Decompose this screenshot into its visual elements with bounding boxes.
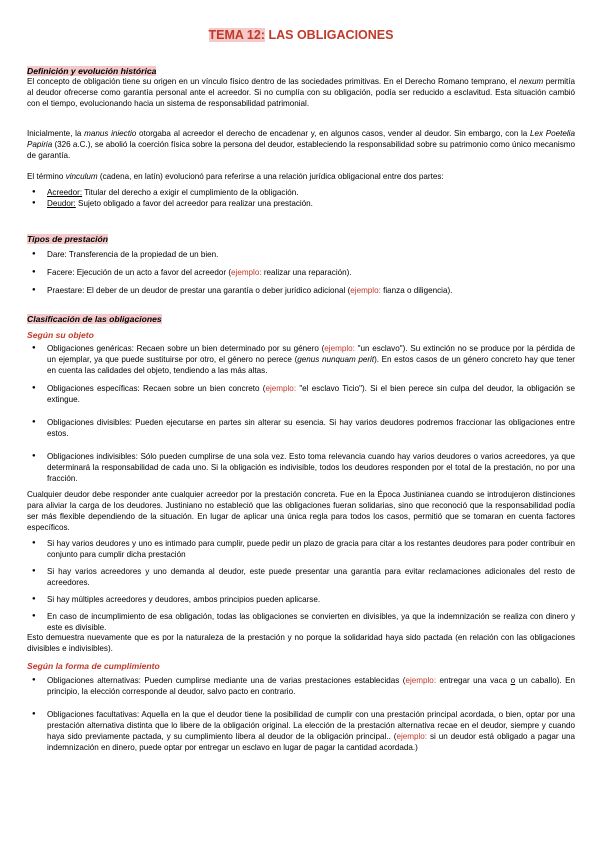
list-item: ● Obligaciones alternativas: Pueden cumplirse mediante una de varias prestaciones establecidas (ejemplo: entregar una vaca o un caballo). En principio, la elección corresponde al deudor, salvo pacto en contrario. (27, 675, 575, 697)
list-item: ● Obligaciones divisibles: Pueden ejecutarse en partes sin alterar su esencia. Si hay varios deudores podremos fraccionar las obligaciones entre estos. (27, 417, 575, 439)
title-rest: LAS OBLIGACIONES (265, 28, 394, 42)
list-item: ● Si hay múltiples acreedores y deudores, ambos principios pueden aplicarse. (27, 594, 575, 605)
list-item: ● En caso de incumplimiento de esa obligación, todas las obligaciones se convierten en divisibles, ya que la indemnización se realiza con dinero y este es divisible. (27, 611, 575, 633)
list-item: ● Si hay varios deudores y uno es intimado para cumplir, puede pedir un plazo de gracia para citar a los restantes deudores para poder contribuir en conjunto para cumplir dicha prestación (27, 538, 575, 560)
paragraph-justiniano: Cualquier deudor debe responder ante cualquier acreedor por la prestación concreta. Fue en la Época Justinianea cuando se introdujeron distinciones para aliviar la carga de los deudores. Justiniano no estableció que las obligaciones fueran solidarias, sino que reconoció que la responsabilidad podía ser más flexible dependiendo de la situación. En lugar de aplicar una única regla para todos los casos, permitió que se tomaran en cuenta factores específicos. (27, 490, 575, 532)
partes-list (27, 187, 575, 209)
forma-list (27, 675, 575, 753)
page-title (27, 28, 575, 42)
list-item: ● Facere: Ejecución de un acto a favor del acreedor (ejemplo: realizar una reparación). (27, 267, 575, 278)
list-item: ● Obligaciones específicas: Recaen sobre un bien concreto (ejemplo: "el esclavo Ticio"). Si el bien perece sin culpa del deudor, la obligación se extingue. (27, 383, 575, 405)
subheading-objeto: Según su objeto (27, 330, 94, 340)
subheading-forma: Según la forma de cumplimiento (27, 661, 160, 671)
list-item: ● Obligaciones facultativas: Aquella en la que el deudor tiene la posibilidad de cumplir con una prestación principal acordada, o bien, optar por una prestación alternativa distinta que lo libere de la obligación original. La elección de la prestación alternativa recae en el deudor, siempre y cuando haya sido previamente pactada, y su cumplimiento libera al deudor de la obligación principal.. (ejemplo: si un deudor está obligado a pagar una indemnización en dinero, puede optar por entregar un esclavo en lugar de pagar la cantidad acordada.) (27, 709, 575, 753)
paragraph-origen: El concepto de obligación tiene su origen en un vínculo físico dentro de las sociedades primitivas. En el Derecho Romano temprano, el nexum permitía al deudor ofrecerse como garantía personal ante el acreedor. Si no cumplía con su obligación, podía ser reducido a esclavitud. Esta situación cambió con el tiempo, evolucionando hacia un sistema de responsabilidad patrimonial. (27, 77, 575, 108)
list-item: ● Acreedor: Titular del derecho a exigir el cumplimiento de la obligación. (27, 187, 575, 198)
list-item: ● Si hay varios acreedores y uno demanda al deudor, este puede presentar una garantía para evitar reclamaciones adicionales del resto de acreedores. (27, 566, 575, 588)
objeto-list (27, 343, 575, 484)
list-item: ● Dare: Transferencia de la propiedad de un bien. (27, 249, 575, 260)
tipos-list (27, 249, 575, 296)
list-item: ● Deudor: Sujeto obligado a favor del acreedor para realizar una prestación. (27, 198, 575, 209)
section-heading-tipos: Tipos de prestación (27, 234, 109, 244)
list-item: ● Praestare: El deber de un deudor de prestar una garantía o deber jurídico adicional (ejemplo: fianza o diligencia). (27, 285, 575, 296)
section-heading-clasificacion: Clasificación de las obligaciones (27, 314, 162, 324)
paragraph-manus-iniectio: Inicialmente, la manus iniectio otorgaba al acreedor el derecho de encadenar y, en algunos casos, vender al deudor. Sin embargo, con la Lex Poetelia Papiria (326 a.C.), se abolió la coerción física sobre la persona del deudor, estableciendo la responsabilidad sobre su patrimonio como único mecanismo de garantía. (27, 129, 575, 160)
reglas-list (27, 538, 575, 633)
list-item: ● Obligaciones genéricas: Recaen sobre un bien determinado por su género (ejemplo: "un esclavo"). Su extinción no se produce por la pérdida de un ejemplar, ya que puede sustituirse por otro, el género no perece (genus nunquam perit). En estos casos de un género concreto hay que tener en cuenta las calidades del objeto, tendiendo a las más altas. (27, 343, 575, 376)
list-item: ● Obligaciones indivisibles: Sólo pueden cumplirse de una sola vez. Esto toma relevancia cuando hay varios deudores o varios acreedores, ya que determinará la responsabilidad de cada uno. Si la obligación es indivisible, todos los deudores responden por el total de la prestación, no por una fracción. (27, 451, 575, 484)
paragraph-conclusion: Esto demuestra nuevamente que es por la naturaleza de la prestación y no porque la solidaridad haya sido pactada (en relación con las obligaciones divisibles e indivisibles). (27, 633, 575, 653)
title-highlight: TEMA 12: (208, 28, 265, 42)
paragraph-vinculum: El término vinculum (cadena, en latín) evolucionó para referirse a una relación jurídica obligacional entre dos partes: (27, 172, 444, 181)
section-heading-definicion: Definición y evolución histórica (27, 66, 157, 76)
